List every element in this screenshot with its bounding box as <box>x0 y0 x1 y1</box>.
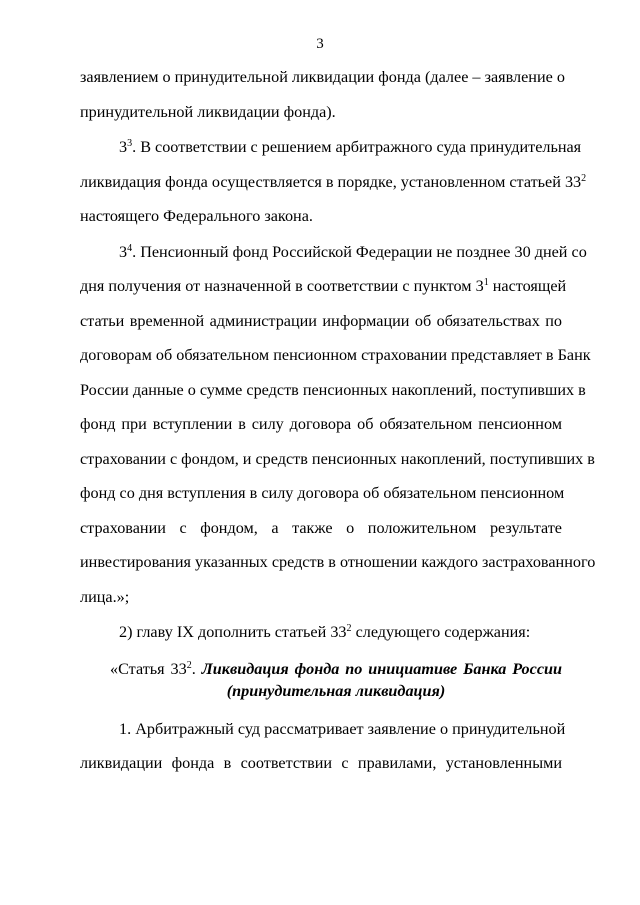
text-line: ликвидации фонда в соответствии с правилами, установленными <box>80 754 562 772</box>
text-line: страховании с фондом, и средств пенсионных накоплений, поступивших в <box>80 449 595 468</box>
text-line: заявлением о принудительной ликвидации фонда (далее – заявление о <box>80 68 565 86</box>
text-line: дня получения от назначенной в соответствии с пунктом $3^1$ настоящей <box>80 277 567 295</box>
text-line: лица.»; <box>80 587 130 606</box>
text-line: принудительной ликвидации фонда). <box>80 102 336 121</box>
text-line: $3^3$. В соответствии с решением арбитражного суда принудительная <box>119 138 582 156</box>
text-line: $3^4$. Пенсионный фонд Российской Федерации не позднее 30 дней со <box>119 242 587 261</box>
text-line: 1. Арбитражный суд рассматривает заявление о принудительной <box>119 719 566 738</box>
text-line: страховании с фондом, а также о положительном результате <box>80 518 562 537</box>
text-line: фонд со дня вступления в силу договора об обязательном пенсионном <box>80 484 565 502</box>
heading-line: (принудительная ликвидация) <box>226 681 446 700</box>
heading-line: «Статья $33^2$. Ликвидация фонда по инициативе Банка России <box>110 659 563 678</box>
text-line: статьи временной администрации информации об обязательствах по <box>80 311 562 330</box>
text-line: настоящего Федерального закона. <box>80 207 313 225</box>
paragraph-3-4 <box>80 235 596 615</box>
paragraph-article-1 <box>80 712 566 781</box>
text-line: ликвидация фонда осуществляется в порядке, установленном статьей $33^2$ <box>80 172 587 191</box>
paragraph-1 <box>80 60 565 129</box>
text-line: инвестирования указанных средств в отношении каждого застрахованного <box>80 553 596 571</box>
paragraph-3-3 <box>80 130 587 234</box>
document-body <box>80 60 596 781</box>
page-number: 3 <box>316 36 324 52</box>
text-line: договорам об обязательном пенсионном страховании представляет в Банк <box>80 346 591 364</box>
article-heading <box>80 658 562 702</box>
text-line: России данные о сумме средств пенсионных накоплений, поступивших в <box>80 380 586 399</box>
text-line: фонд при вступлении в силу договора об обязательном пенсионном <box>80 415 562 433</box>
paragraph-amendment <box>80 615 562 650</box>
text-line: 2) главу IX дополнить статьей $33^2$ следующего содержания: <box>119 623 531 641</box>
